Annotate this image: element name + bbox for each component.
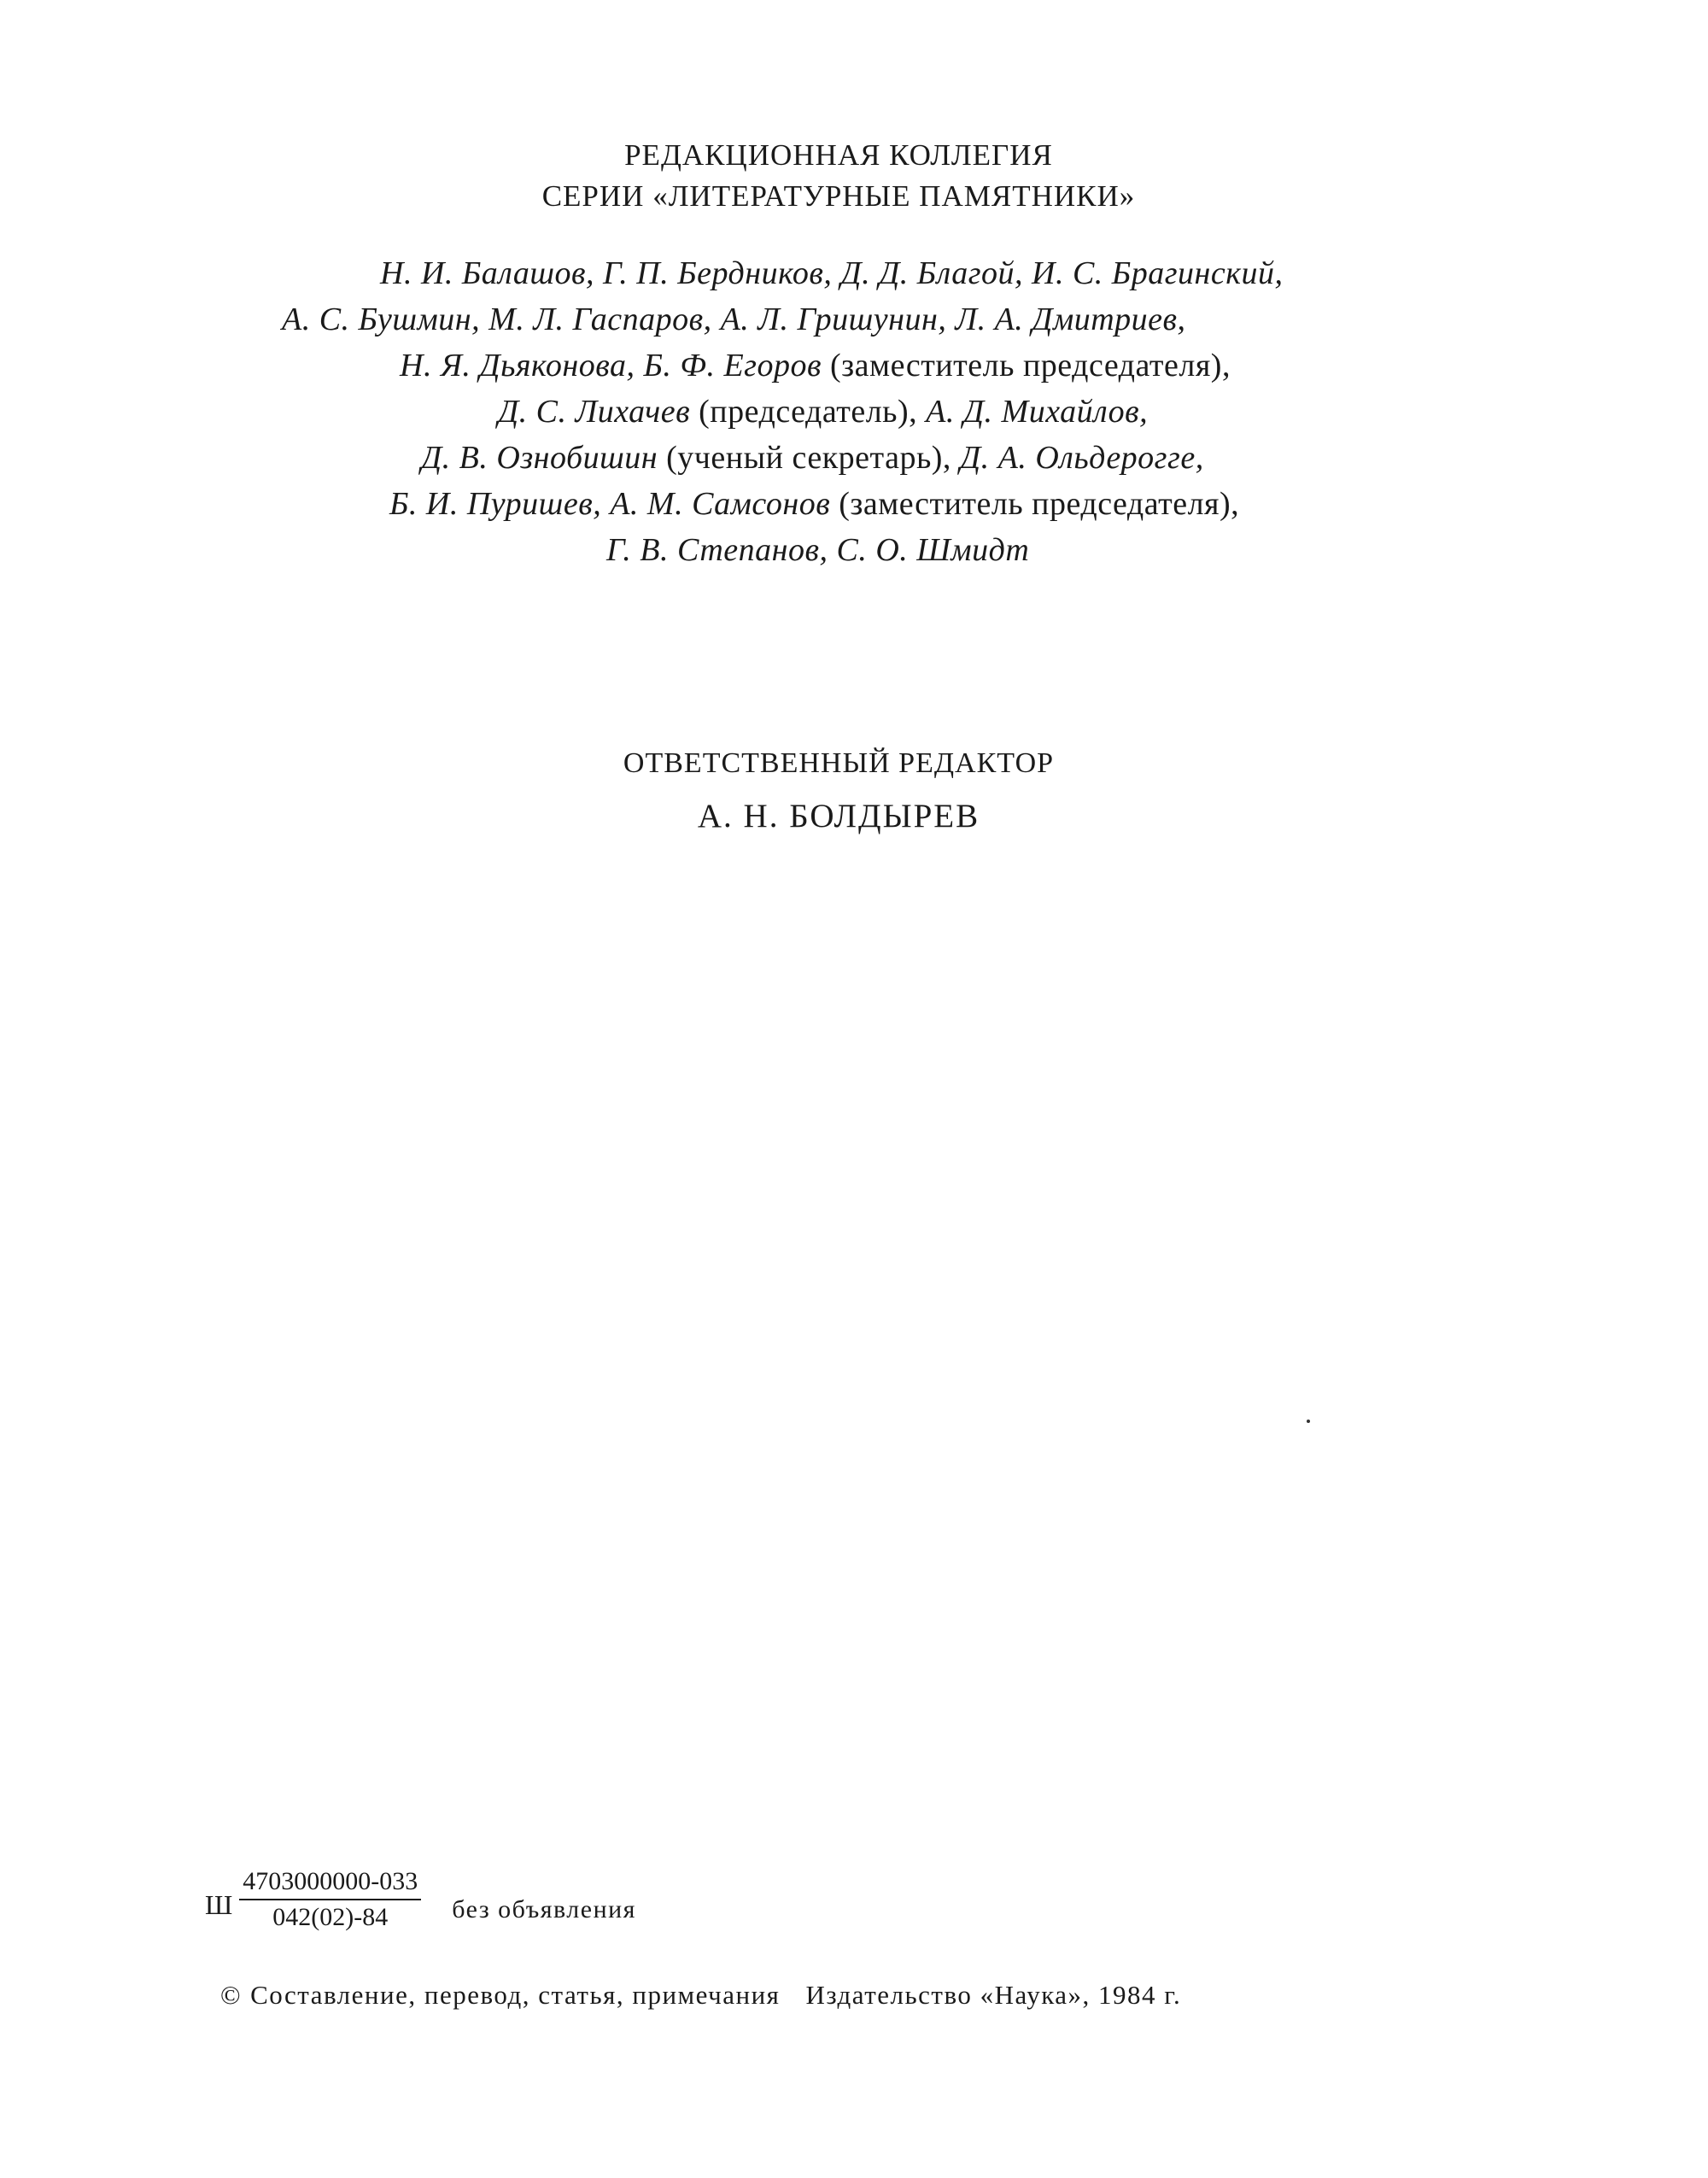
member-line (400, 347, 1231, 384)
member-line (498, 393, 1148, 430)
copyright-text-right: Издательство «Наука», 1984 г. (805, 1980, 1182, 2010)
member-line (389, 485, 1239, 523)
member-names: Д. С. Лихачев (498, 394, 691, 430)
member-names: Д. А. Ольдерогге, (959, 440, 1204, 476)
member-names: А. Д. Михайлов, (926, 394, 1149, 430)
member-names: Д. В. Ознобишин (421, 440, 658, 476)
member-line (421, 439, 1204, 477)
responsible-editor-name: А. Н. БОЛДЫРЕВ (697, 798, 980, 834)
member-names: Б. И. Пуришев, А. М. Самсонов (389, 486, 831, 522)
responsible-editor-block (0, 743, 1693, 839)
copyright-icon: © (220, 1980, 243, 2010)
responsible-editor-label: ОТВЕТСТВЕННЫЙ РЕДАКТОР (623, 747, 1055, 779)
heading-line-1: РЕДАКЦИОННАЯ КОЛЛЕГИЯ (624, 138, 1053, 172)
member-names: А. С. Бушмин, М. Л. Гаспаров, А. Л. Гришунин, Л. А. Дмитриев, (282, 302, 1186, 337)
member-names: Н. Я. Дьяконова, Б. Ф. Егоров (400, 348, 822, 383)
print-speck (1307, 1420, 1310, 1423)
member-line (380, 255, 1284, 292)
heading-line-2: СЕРИИ «ЛИТЕРАТУРНЫЕ ПАМЯТНИКИ» (541, 179, 1136, 213)
copyright-line (220, 1980, 1181, 2011)
editorial-board-heading (0, 135, 1693, 217)
bibliographic-code (205, 1866, 636, 1933)
member-names: Г. В. Степанов, С. О. Шмидт (606, 532, 1030, 568)
member-line (606, 531, 1029, 569)
copyright-text-left: Составление, перевод, статья, примечания (250, 1980, 781, 2010)
member-role: (председатель), (690, 394, 927, 430)
member-role: (заместитель председателя), (830, 486, 1240, 522)
bib-letter: Ш (205, 1888, 233, 1920)
bib-fraction (239, 1866, 421, 1933)
member-names: Н. И. Балашов, Г. П. Бердников, Д. Д. Благой, И. С. Брагинский, (380, 255, 1284, 291)
bib-denominator: 042(02)-84 (272, 1903, 389, 1931)
bib-note: без объявления (452, 1895, 636, 1923)
member-role: (ученый секретарь), (658, 440, 960, 476)
member-line (282, 301, 1186, 338)
bib-numerator: 4703000000-033 (243, 1867, 418, 1895)
member-role: (заместитель председателя), (821, 348, 1231, 383)
